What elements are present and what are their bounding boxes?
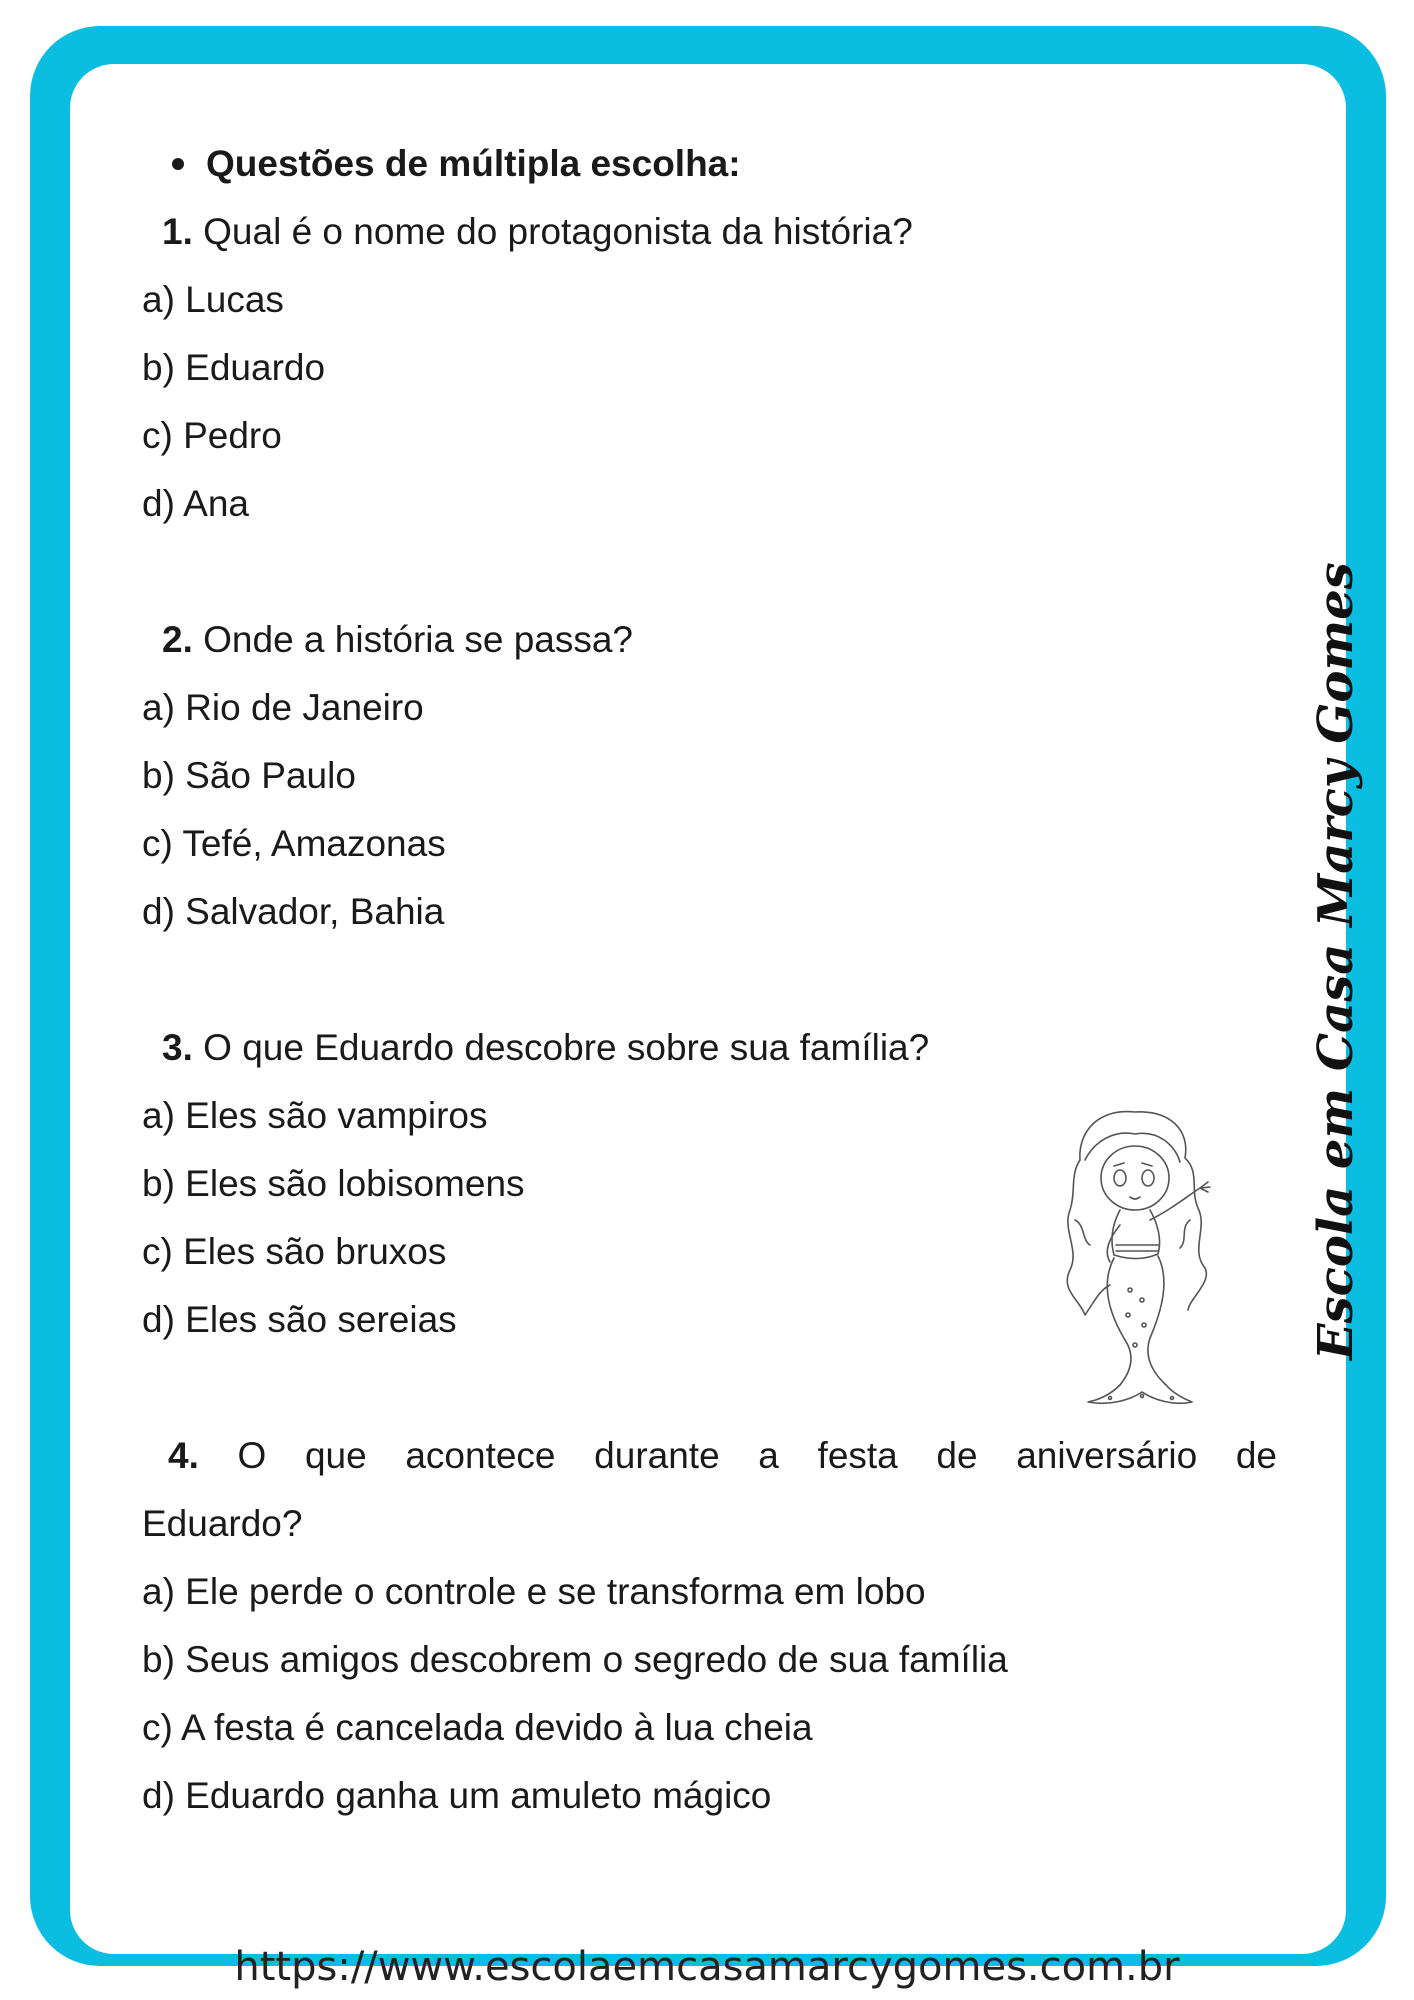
footer-url[interactable]: https://www.escolaemcasamarcygomes.com.br: [234, 1944, 1180, 1990]
option: a) Ele perde o controle e se transforma em lobo: [142, 1571, 926, 1612]
option: a) Lucas: [142, 279, 284, 320]
option: a) Eles são vampiros: [142, 1095, 488, 1136]
question-1: [142, 198, 1277, 266]
side-brand-text: Escola em Casa Marcy Gomes: [1308, 562, 1364, 1360]
option: b) Eduardo: [142, 347, 326, 388]
question-text: Onde a história se passa?: [192, 619, 634, 660]
option: d) Salvador, Bahia: [142, 891, 445, 932]
option: b) Seus amigos descobrem o segredo de sua família: [142, 1639, 1008, 1680]
question-text-continued: Eduardo?: [142, 1503, 303, 1544]
option: d) Eduardo ganha um amuleto mágico: [142, 1775, 772, 1816]
section-heading-text: Questões de múltipla escolha:: [206, 143, 741, 184]
question-number: 2.: [162, 619, 193, 660]
option: c) Pedro: [142, 415, 282, 456]
option: d) Ana: [142, 483, 249, 524]
question-4: [142, 1422, 1277, 1490]
worksheet-content: [142, 130, 1277, 1830]
question-number: 1.: [162, 211, 193, 252]
bullet-icon: [172, 158, 184, 170]
question-3: [142, 1014, 1277, 1082]
option: b) Eles são lobisomens: [142, 1163, 525, 1204]
option: a) Rio de Janeiro: [142, 687, 424, 728]
option: b) São Paulo: [142, 755, 356, 796]
option: c) Eles são bruxos: [142, 1231, 447, 1272]
question-number: 4.: [168, 1435, 199, 1476]
question-number: 3.: [162, 1027, 193, 1068]
option: c) Tefé, Amazonas: [142, 823, 446, 864]
mermaid-illustration: [1040, 1100, 1240, 1410]
question-text: O que Eduardo descobre sobre sua família?: [192, 1027, 930, 1068]
option: c) A festa é cancelada devido à lua cheia: [142, 1707, 813, 1748]
section-heading: [142, 130, 1277, 198]
question-text: Qual é o nome do protagonista da história?: [192, 211, 913, 252]
option: d) Eles são sereias: [142, 1299, 457, 1340]
question-text: O que acontece durante a festa de aniversário de: [198, 1435, 1277, 1476]
question-2: [142, 606, 1277, 674]
